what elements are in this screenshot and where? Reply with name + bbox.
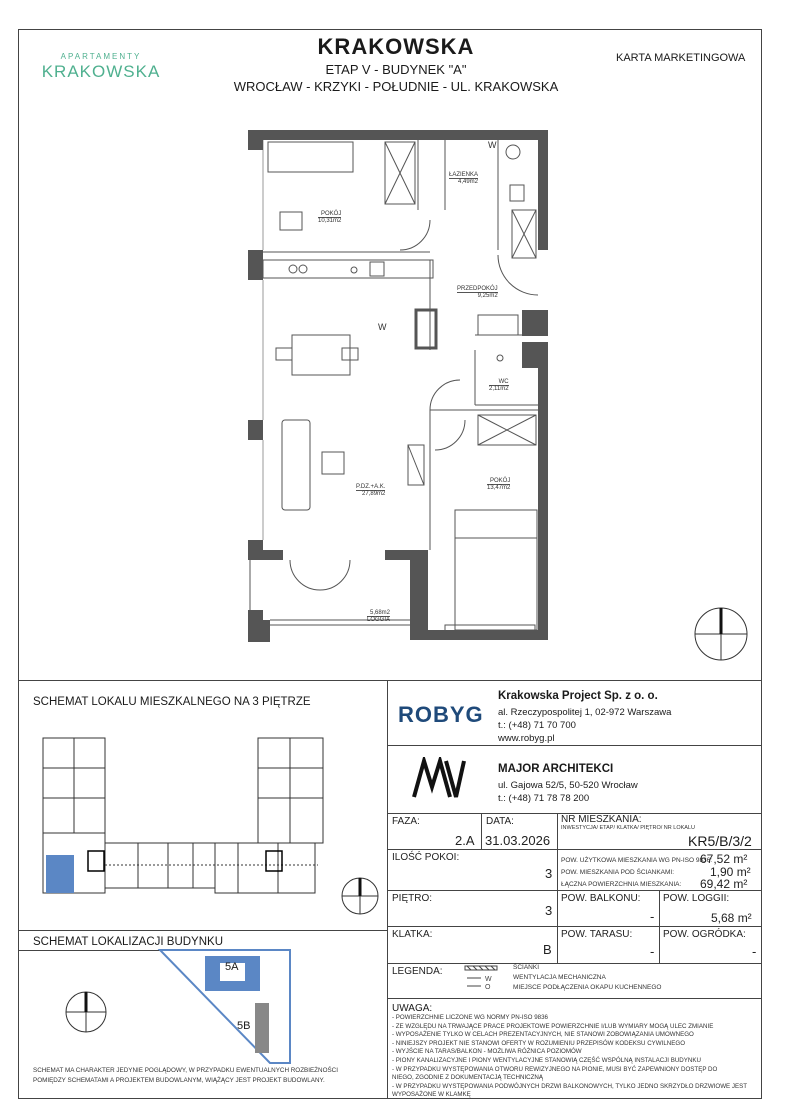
stage-subtitle: ETAP V - BUDYNEK "A" [325, 62, 467, 77]
uwaga-line: - PIONY KANALIZACYJNE I PIONY WENTYLACYJNE STANOWIĄ CZĘŚĆ WSPÓLNĄ INSTALACJI BUDYNKU [392, 1056, 701, 1064]
disclaimer-line-2: POMIĘDZY SCHEMATAMI A PROJEKTEM BUDOWLANYM, WIĄŻĄCY JEST PROJEKT BUDOWLANY. [33, 1077, 325, 1084]
klatka-value: B [543, 942, 552, 957]
divider-robyg [387, 745, 762, 746]
tbl-v1 [481, 813, 482, 849]
architect-logo-icon [410, 757, 468, 801]
ogrodek-label: POW. OGRÓDKA: [663, 929, 746, 940]
room-pokoj-2: POKÓJ 13,47m2 [487, 478, 511, 491]
uwaga-line: - WYPOSAŻENIE TYLKO W CELACH PREZENTACYJNYCH, NIE STANOWI ZOBOWIĄZANIA UMOWNEGO [392, 1031, 694, 1039]
pow-total-label: ŁĄCZNA POWIERZCHNIA MIESZKANIA: [561, 881, 682, 888]
disclaimer-line-1: SCHEMAT MA CHARAKTER JEDYNIE POGLĄDOWY, W PRZYPADKU EWENTUALNYCH ROZBIEŻNOŚCI [33, 1067, 338, 1074]
tbl-v2 [557, 813, 558, 963]
divider-lokalizacja [18, 930, 387, 931]
uwaga-line: - NINIEJSZY PROJEKT NIE STANOWI OFERTY W ROZUMIENIU PRZEPISÓW KODEKSU CYWILNEGO [392, 1039, 686, 1047]
legend-item-3: MIEJSCE PODŁĄCZENIA OKAPU KUCHENNEGO [513, 984, 662, 991]
legend-symbols [463, 963, 499, 993]
floor-schema [38, 733, 338, 903]
developer-web[interactable]: www.robyg.pl [498, 733, 555, 744]
uwaga-line: - ZE WZGLĘDU NA TRWAJĄCE PRACE PROJEKTOWE POWIERZCHNIE I/LUB WYMIARY MOGĄ ULEC ZMIANIE [392, 1022, 714, 1030]
nr-sublabel: INWESTYCJA/ ETAP/ KLATKA/ PIĘTRO/ NR LOKALU [561, 825, 695, 831]
card-type: KARTA MARKETINGOWA [616, 52, 746, 64]
data-value: 31.03.2026 [485, 833, 551, 848]
uwaga-line: NIEGO, ZGODNIE Z DOKUMENTACJĄ TECHNICZNĄ [392, 1074, 544, 1082]
architect-name: MAJOR ARCHITEKCI [498, 763, 614, 775]
klatka-label: KLATKA: [392, 929, 433, 940]
vent-mark-2: W [378, 322, 387, 332]
uwaga-line: - WYJŚCIE NA TARAS/BALKON - MOŻLIWA RÓŻNICA POZIOMÓW [392, 1048, 582, 1056]
building-5a-label: 5A [225, 961, 239, 973]
uwaga-line: - POWIERZCHNIE LICZONE WG NORMY PN-ISO 9836 [392, 1014, 548, 1021]
faza-label: FAZA: [392, 816, 420, 827]
room-przedpokoj: PRZEDPOKÓJ 9,25m2 [457, 286, 498, 299]
data-label: DATA: [486, 816, 514, 827]
compass-small-icon [340, 876, 380, 916]
uwaga-notes [392, 1014, 757, 1100]
legenda-label: LEGENDA: [392, 966, 443, 977]
pow-uzyt-label: POW. UŻYTKOWA MIESZKANIA WG PN-ISO 9836: [561, 857, 713, 864]
location-subtitle: WROCŁAW - KRZYKI - POŁUDNIE - UL. KRAKOWSKA [233, 79, 559, 94]
vent-mark-1: W [488, 140, 497, 150]
architect-address: ul. Gajowa 52/5, 50-520 Wrocław [498, 780, 638, 791]
page-title: KRAKOWSKA [317, 34, 475, 59]
tbl-h3 [387, 926, 762, 927]
developer-phone: t.: (+48) 71 70 700 [498, 720, 576, 731]
architect-phone: t.: (+48) 71 78 78 200 [498, 793, 590, 804]
legend-item-2: WENTYLACJA MECHANICZNA [513, 974, 606, 981]
tbl-h1 [387, 849, 762, 850]
legend-item-1: ŚCIANKI [513, 964, 540, 971]
faza-value: 2.A [455, 833, 475, 848]
tbl-h4 [387, 963, 762, 964]
pow-pod-label: POW. MIESZKANIA POD ŚCIANKAMI: [561, 869, 675, 876]
room-lazienka: ŁAZIENKA 4,49m2 [449, 172, 479, 185]
balkon-label: POW. BALKONU: [561, 893, 641, 904]
room-salon: P.DZ.+A.K. 27,89m2 [356, 484, 386, 497]
uwaga-line: - W PRZYPADKU WYSTĘPOWANIA OTWORU REWIZYJNEGO NA PIONIE, MUSI BYĆ ZAPEWNIONY DOSTĘP DO [392, 1065, 718, 1073]
lokalizacja-title: SCHEMAT LOKALIZACJI BUDYNKU [33, 936, 224, 948]
balkon-value: - [650, 909, 655, 924]
uwaga-line: WYPOSAŻONE W KLAMKĘ [392, 1091, 471, 1099]
room-loggia: 5,68m2 LOGGIA [367, 610, 391, 623]
loggia-label: POW. LOGGII: [663, 893, 730, 904]
room-wc: WC 2,11m2 [489, 379, 509, 392]
building-5b-label: 5B [237, 1020, 251, 1032]
pow-pod-value: 1,90 m² [710, 865, 751, 879]
taras-label: POW. TARASU: [561, 929, 633, 940]
logo-top: APARTAMENTY [60, 52, 142, 61]
nr-label: NR MIESZKANIA: [561, 814, 642, 825]
nr-value: KR5/B/3/2 [688, 833, 752, 849]
ogrodek-value: - [752, 944, 757, 959]
uwaga-title: UWAGA: [392, 1003, 433, 1014]
pietro-value: 3 [545, 903, 553, 918]
taras-value: - [650, 944, 655, 959]
divider-main [18, 680, 762, 681]
pow-uzyt-value: 67,52 m² [700, 852, 748, 866]
logo-name: KRAKOWSKA [41, 62, 161, 81]
developer-address: al. Rzeczypospolitej 1, 02-972 Warszawa [498, 707, 672, 718]
pokoi-value: 3 [545, 866, 553, 881]
schemat-lokalu-title: SCHEMAT LOKALU MIESZKALNEGO NA 3 PIĘTRZE [33, 696, 311, 708]
loggia-value: 5,68 m² [711, 911, 752, 925]
robyg-logo: ROBYG [398, 702, 484, 727]
developer-name: Krakowska Project Sp. z o. o. [498, 690, 658, 702]
svg-text:W: W [485, 976, 492, 983]
compass-icon [693, 606, 749, 662]
pow-total-value: 69,42 m² [700, 877, 748, 891]
compass-site-icon [64, 990, 108, 1034]
pokoi-label: ILOŚĆ POKOI: [392, 852, 460, 863]
room-pokoj-1: POKÓJ 10,31m2 [318, 211, 342, 224]
tbl-h5 [387, 998, 762, 999]
uwaga-line: - W PRZYPADKU WYSTĘPOWANIA PODWÓJNYCH DRZWI BALKONOWYCH, TYLKO JEDNO SKRZYDŁO DRZWIOWE JEST [392, 1082, 748, 1090]
floor-plan [230, 120, 560, 650]
svg-text:O: O [485, 984, 491, 991]
pietro-label: PIĘTRO: [392, 893, 433, 904]
